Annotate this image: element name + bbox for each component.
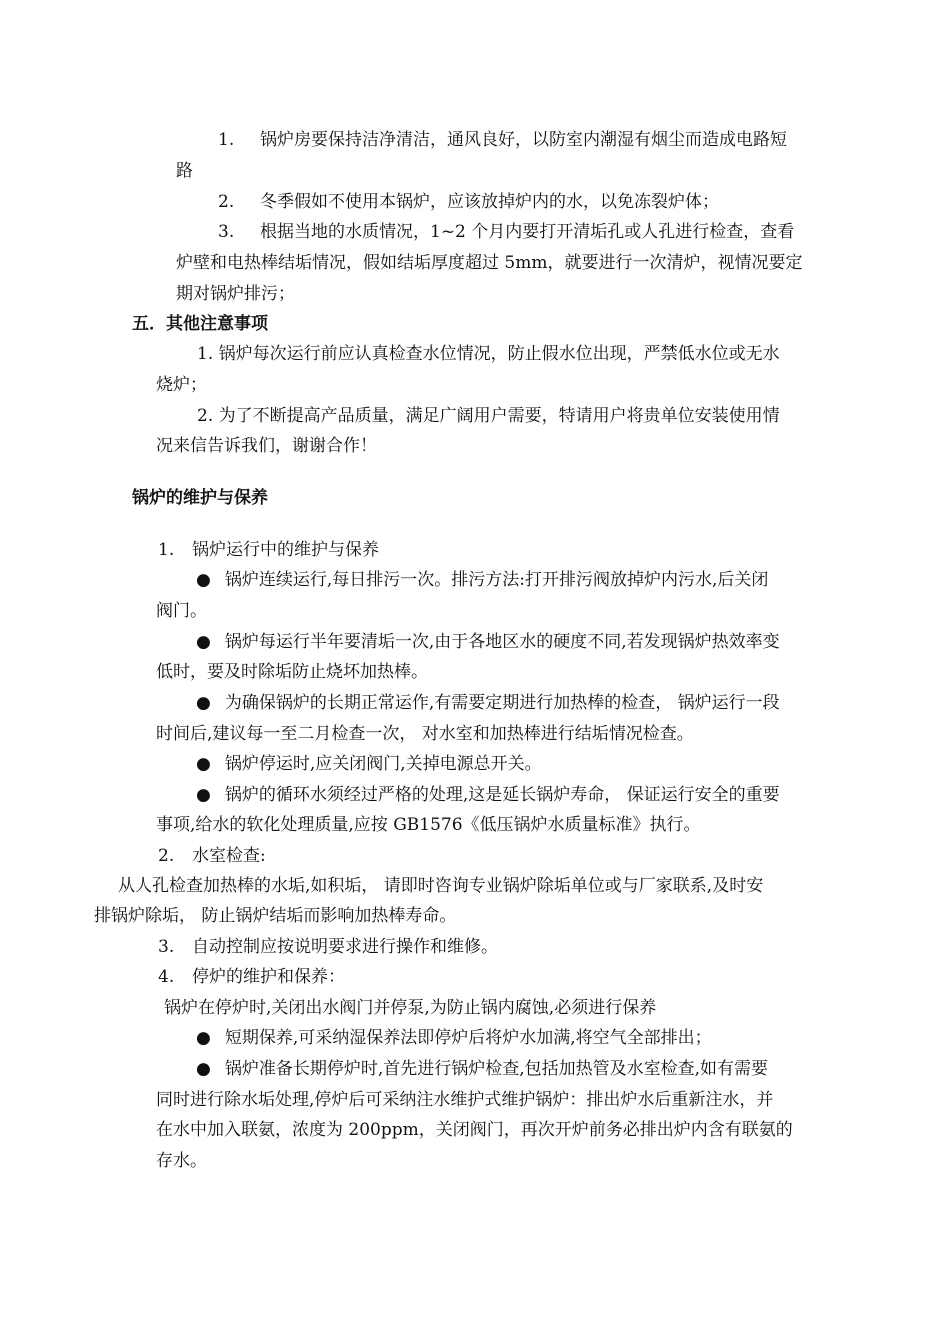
bullet-icon: ● — [196, 785, 211, 805]
bullet-item — [196, 632, 780, 652]
bullet-text-continued: 低时，要及时除垢防止烧坏加热棒。 — [156, 662, 428, 682]
item-title: 停炉的维护和保养： — [192, 967, 345, 987]
list-item — [158, 967, 345, 987]
list-item — [218, 222, 794, 242]
bullet-text-continued: 时间后,建议每一至二月检查一次， 对水室和加热棒进行结垢情况检查。 — [156, 724, 694, 744]
item-text-continued: 炉壁和电热棒结垢情况，假如结垢厚度超过 5mm，就要进行一次清炉，视情况要定 — [176, 253, 803, 273]
list-item: 2. 为了不断提高产品质量，满足广阔用户需要，特请用户将贵单位安装使用情 — [197, 406, 780, 426]
bullet-text: 短期保养,可采纳湿保养法即停炉后将炉水加满,将空气全部排出； — [224, 1028, 712, 1048]
bullet-text: 锅炉准备长期停炉时,首先进行锅炉检查,包括加热管及水室检查,如有需要 — [224, 1059, 769, 1079]
bullet-text: 锅炉停运时,应关闭阀门,关掉电源总开关。 — [224, 754, 542, 774]
section-heading: 五．其他注意事项 — [132, 314, 268, 334]
list-item — [158, 937, 498, 957]
item-title: 水室检查: — [192, 846, 266, 866]
list-item — [158, 540, 379, 560]
bullet-icon: ● — [196, 693, 211, 713]
bullet-item — [196, 693, 780, 713]
bullet-icon: ● — [196, 570, 211, 590]
paragraph: 从人孔检查加热棒的水垢,如积垢， 请即时咨询专业锅炉除垢单位或与厂家联系,及时安 — [118, 876, 764, 896]
bullet-icon: ● — [196, 1028, 211, 1048]
bullet-icon: ● — [196, 632, 211, 652]
bullet-text-continued: 事项,给水的软化处理质量,应按 GB1576《低压锅炉水质量标准》执行。 — [156, 815, 701, 835]
bullet-text-continued: 同时进行除水垢处理,停炉后可采纳注水维护式维护锅炉：排出炉水后重新注水，并 — [156, 1090, 774, 1110]
bullet-text: 为确保锅炉的长期正常运作,有需要定期进行加热棒的检查， 锅炉运行一段 — [224, 693, 780, 713]
bullet-text-continued: 在水中加入联氨，浓度为 200ppm，关闭阀门，再次开炉前务必排出炉内含有联氨的 — [156, 1120, 793, 1140]
list-item — [218, 192, 719, 212]
bullet-text: 锅炉的循环水须经过严格的处理,这是延长锅炉寿命， 保证运行安全的重要 — [224, 785, 780, 805]
list-item — [218, 130, 787, 150]
item-text-continued: 期对锅炉排污； — [176, 284, 295, 304]
paragraph: 锅炉在停炉时,关闭出水阀门并停泵,为防止锅内腐蚀,必须进行保养 — [164, 998, 657, 1018]
item-text: 锅炉房要保持洁净清洁，通风良好，以防室内潮湿有烟尘而造成电路短 — [260, 130, 787, 150]
item-number: 3. — [158, 937, 175, 957]
item-text: 根据当地的水质情况，1~2 个月内要打开清垢孔或人孔进行检查，查看 — [260, 222, 795, 242]
item-number: 3. — [218, 222, 235, 242]
bullet-item — [196, 1059, 768, 1079]
bullet-icon: ● — [196, 1059, 211, 1079]
item-number: 1. — [158, 540, 175, 560]
item-text-continued: 况来信告诉我们，谢谢合作！ — [156, 436, 377, 456]
bullet-text: 锅炉每运行半年要清垢一次,由于各地区水的硬度不同,若发现锅炉热效率变 — [224, 632, 780, 652]
bullet-icon: ● — [196, 754, 211, 774]
item-text: 冬季假如不使用本锅炉，应该放掉炉内的水，以免冻裂炉体； — [260, 192, 719, 212]
item-text-continued: 烧炉； — [156, 375, 207, 395]
item-number: 2. — [158, 846, 175, 866]
bullet-item — [196, 1028, 712, 1048]
list-item: 1. 锅炉每次运行前应认真检查水位情况，防止假水位出现，严禁低水位或无水 — [197, 344, 780, 364]
list-item — [158, 846, 266, 866]
item-text-continued: 路 — [176, 161, 193, 181]
bullet-item — [196, 570, 768, 590]
item-title: 自动控制应按说明要求进行操作和维修。 — [192, 937, 498, 957]
bullet-text: 锅炉连续运行,每日排污一次。排污方法:打开排污阀放掉炉内污水,后关闭 — [224, 570, 769, 590]
item-number: 1. — [218, 130, 235, 150]
bullet-text-continued: 存水。 — [156, 1151, 207, 1171]
paragraph-continued: 排锅炉除垢， 防止锅炉结垢而影响加热棒寿命。 — [94, 906, 457, 926]
item-title: 锅炉运行中的维护与保养 — [192, 540, 379, 560]
item-number: 4. — [158, 967, 175, 987]
item-number: 2. — [218, 192, 235, 212]
bullet-item — [196, 785, 780, 805]
bullet-item — [196, 754, 542, 774]
bullet-text-continued: 阀门。 — [156, 601, 207, 621]
section-heading: 锅炉的维护与保养 — [132, 488, 268, 508]
